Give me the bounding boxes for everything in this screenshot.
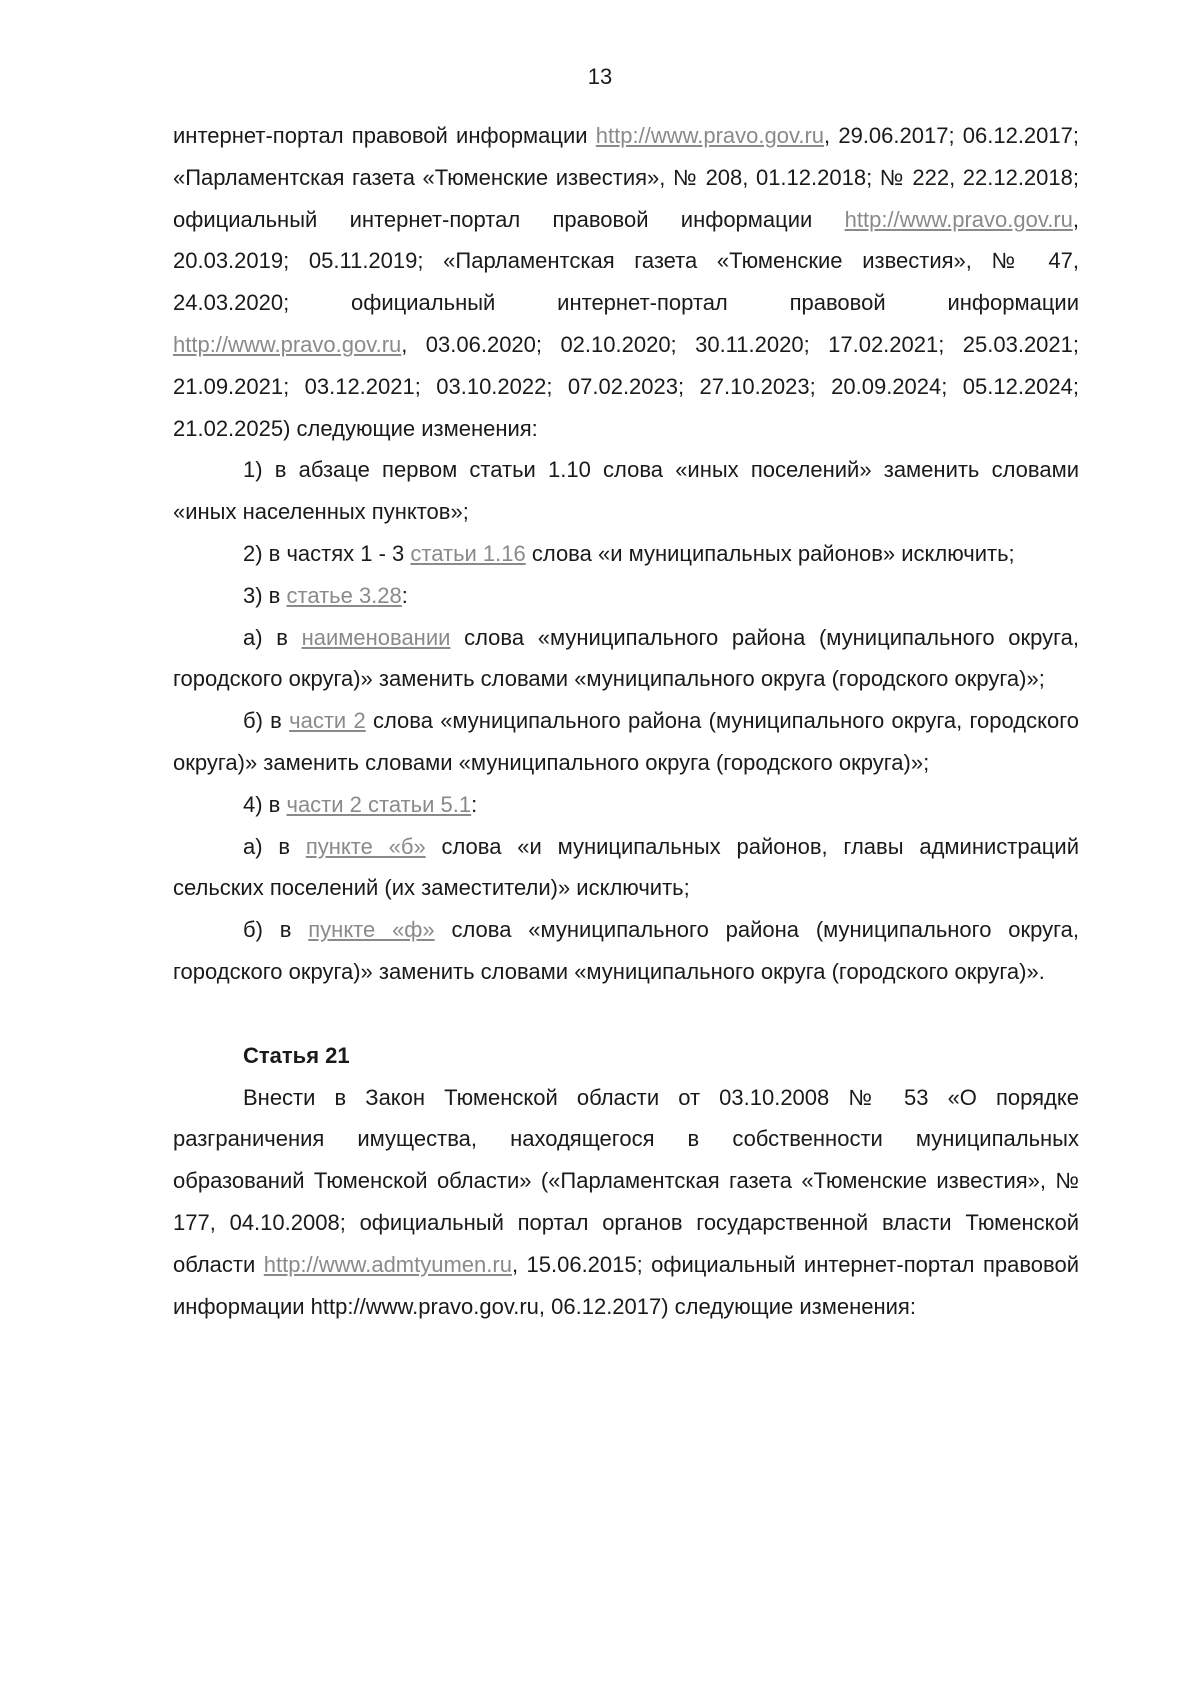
article-21-heading: Статья 21 [243, 1042, 350, 1068]
article-link[interactable]: пункте «ф» [308, 917, 435, 943]
list-item-3 [173, 575, 1079, 617]
text: слова «муниципального района (муниципального округа, городского округа)» заменить словами «муниципального округа (городского округа)». [173, 917, 1079, 984]
text: 4) в [243, 791, 287, 817]
text: б) в [243, 917, 309, 943]
list-item-4b [173, 909, 1079, 993]
list-item-2 [173, 533, 1079, 575]
article-link[interactable]: пункте «б» [305, 833, 426, 859]
page-number: 13 [587, 64, 613, 89]
text: слова «и муниципальных районов, главы администраций сельских поселений (их заместители)» исключить; [173, 833, 1079, 901]
admtyumen-link[interactable]: http://www.admtyumen.ru [263, 1251, 512, 1277]
pravo-link[interactable]: http://www.pravo.gov.ru [595, 123, 825, 148]
list-item-1: 1) в абзаце первом статьи 1.10 слова «иных поселений» заменить словами «иных населенных пунктов»; [173, 457, 1079, 525]
document-body [173, 115, 1079, 1327]
paragraph-sources [173, 115, 1079, 449]
text: интернет-портал правовой информации [173, 123, 596, 148]
text: 3) в [243, 582, 287, 608]
text: , 03.06.2020; 02.10.2020; 30.11.2020; 17.02.2021; 25.03.2021; 21.09.2021; 03.12.2021; 03.10.2022; 07.02.2023; 27.10.2023; 20.09.2024; 05.12.2024; 21.02.2025) следующие изменения: [173, 331, 1079, 441]
article-link[interactable]: наименовании [301, 624, 451, 650]
text: слова «муниципального района (муниципального округа, городского округа)» заменить словами «муниципального округа (городского округа)»; [173, 708, 1079, 775]
text: Внести в Закон Тюменской области от 03.10.2008 № 53 «О порядке разграничения имущества, находящегося в собственности муниципальных образований Тюменской области» («Парламентская газета «Тюменские известия», № 177, 04.10.2008; официальный портал органов государственной власти Тюменской области [173, 1084, 1079, 1277]
text: б) в [243, 708, 290, 734]
article-link[interactable]: статье 3.28 [286, 582, 402, 608]
list-item-4 [173, 784, 1079, 826]
pravo-link[interactable]: http://www.pravo.gov.ru [844, 206, 1073, 232]
list-item-4a [173, 826, 1079, 910]
text: , 15.06.2015; официальный интернет-портал правовой информации http://www.pravo.gov.ru, 06.12.2017) следующие изменения: [173, 1251, 1079, 1319]
text: , 29.06.2017; 06.12.2017; «Парламентская газета «Тюменские известия», № 208, 01.12.2018; № 222, 22.12.2018; официальный интернет-портал правовой информации [173, 123, 1079, 232]
article-21-body [173, 1077, 1079, 1328]
text: , 20.03.2019; 05.11.2019; «Парламентская газета «Тюменские известия», № 47, 24.03.2020; официальный интернет-портал правовой информации [173, 206, 1079, 316]
text: 2) в частях 1 - 3 [243, 540, 411, 566]
text: слова «и муниципальных районов» исключить; [525, 540, 1015, 566]
text: слова «муниципального района (муниципального округа, городского округа)» заменить словами «муниципального округа (городского округа)»; [173, 624, 1079, 692]
text: : [401, 582, 408, 608]
list-item-3a [173, 617, 1079, 701]
text: : [471, 791, 478, 817]
article-link[interactable]: части 2 [289, 708, 366, 734]
list-item-3b [173, 700, 1079, 784]
article-link[interactable]: части 2 статьи 5.1 [286, 791, 472, 817]
pravo-link[interactable]: http://www.pravo.gov.ru [173, 331, 402, 357]
text: а) в [243, 624, 302, 650]
article-link[interactable]: статьи 1.16 [410, 540, 526, 566]
text: а) в [243, 833, 306, 859]
